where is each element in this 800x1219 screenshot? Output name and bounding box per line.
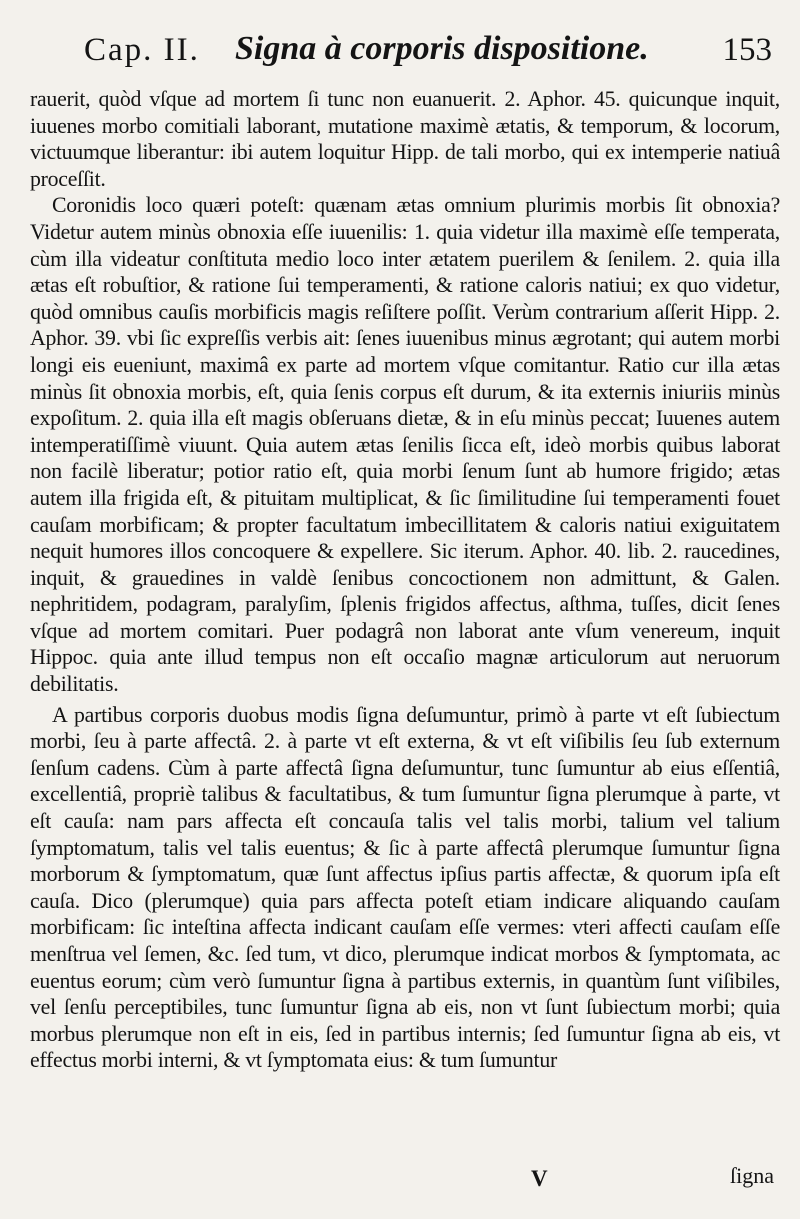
running-header xyxy=(30,30,780,86)
paragraph-partibus: A partibus corporis duobus modis ſigna deſumuntur, primò à parte vt eſt ſubiectum morbi, ſeu à parte affectâ. 2. à parte vt eſt externa, & vt eſt viſibilis ſeu ſub externum ſenſum cadens. Cùm à parte affectâ ſigna deſumuntur, tunc ſumuntur ab eius eſſentiâ, excellentiâ, propriè talibus & facultatibus, & tum ſumuntur ſigna plerumque à parte, vt eſt cauſa: nam pars affecta eſt concauſa talis vel talis morbi, talium vel talium ſymptomatum, talis vel talis euentus; & ſic à parte affectâ plerumque ſumuntur ſigna morborum & ſymptomatum, quæ ſunt affectus ipſius partis affectæ, & quorum ipſa eſt cauſa. Dico (plerumque) quia pars affecta poteſt etiam indicare aliquando cauſam morbificam: ſic inteſtina affecta indicant cauſam eſſe vermes: vteri affecti cauſam eſſe menſtrua vel ſemen, &c. ſed tum, vt dico, plerumque indicat morbos & ſymptomata, ac euentus eorum; cùm verò ſumuntur ſigna à partibus externis, in quantùm ſunt viſibiles, vel ſenſu perceptibiles, tunc ſumuntur ſigna ab eis, non vt ſunt ſubiectum morbi; quia morbus plerumque non eſt in eis, ſed in partibus internis; ſed ſumuntur ſigna ab eis, vt effectus morbi interni, & vt ſymptomata eius: & tum ſumuntur xyxy=(30,702,780,1073)
running-title: Signa à corporis dispositione. xyxy=(235,30,649,67)
page-footer xyxy=(0,1158,800,1198)
body-text xyxy=(30,86,780,1074)
paragraph-continuation: rauerit, quòd vſque ad mortem ſi tunc non euanuerit. 2. Aphor. 45. quicunque inquit, iuuenes morbo comitiali laborant, mutatione maximè ætatis, & temporum, & locorum, victuumque liberantur: ibi autem loquitur Hipp. de tali morbo, qui ex intemperie natiuâ proceſſit. xyxy=(30,87,780,191)
page-number: 153 xyxy=(722,32,772,68)
catchword: ſigna xyxy=(730,1163,774,1188)
chapter-label: Cap. II. xyxy=(84,32,200,68)
signature-mark: V xyxy=(531,1166,548,1191)
paragraph-coronidis: Coronidis loco quæri poteſt: quænam ætas omnium plurimis morbis ſit obnoxia? Videtur autem minùs obnoxia eſſe iuuenilis: 1. quia videtur illa maximè eſſe temperata, cùm illa videatur conſtituta medio loco inter ætatem puerilem & ſenilem. 2. quia illa ætas eſt robuſtior, & ratione ſui temperamenti, & ratione caloris natiui; ex quo videtur, quòd omnibus cauſis morbificis magis reſiſtere poſſit. Verùm contrarium aſſerit Hipp. 2. Aphor. 39. vbi ſic expreſſis verbis ait: ſenes iuuenibus minus ægrotant; qui autem morbi longi eis eueniunt, maximâ ex parte ad mortem vſque comitantur. Ratio cur illa ætas minùs ſit obnoxia morbis, eſt, quia ſenis corpus eſt durum, & ita externis iniuriis minùs expoſitum. 2. quia illa eſt magis obſeruans dietæ, & in eſu minùs peccat; Iuuenes autem intemperatiſſimè viuunt. Quia autem ætas ſenilis ſicca eſt, ideò morbis quibus laborat non facilè liberatur; potior ratio eſt, quia morbi ſenum ſunt ab humore frigido; ætas autem illa frigida eſt, & pituitam multiplicat, & ſic ſimilitudine ſui temperamenti fouet cauſam morbificam; & propter facultatum imbecillitatem & caloris natiui exiguitatem nequit humores illos concoquere & expellere. Sic iterum. Aphor. 40. lib. 2. raucedines, inquit, & grauedines in valdè ſenibus concoctionem non admittunt, & Galen. nephritidem, podagram, paralyſim, ſplenis frigidos affectus, aſthma, tuſſes, dicit ſenes vſque ad mortem comitari. Puer podagrâ non laborat ante vſum venereum, inquit Hippoc. quia ante illud tempus non eſt occaſio magnæ articulorum aut neruorum debilitatis. xyxy=(30,193,780,697)
